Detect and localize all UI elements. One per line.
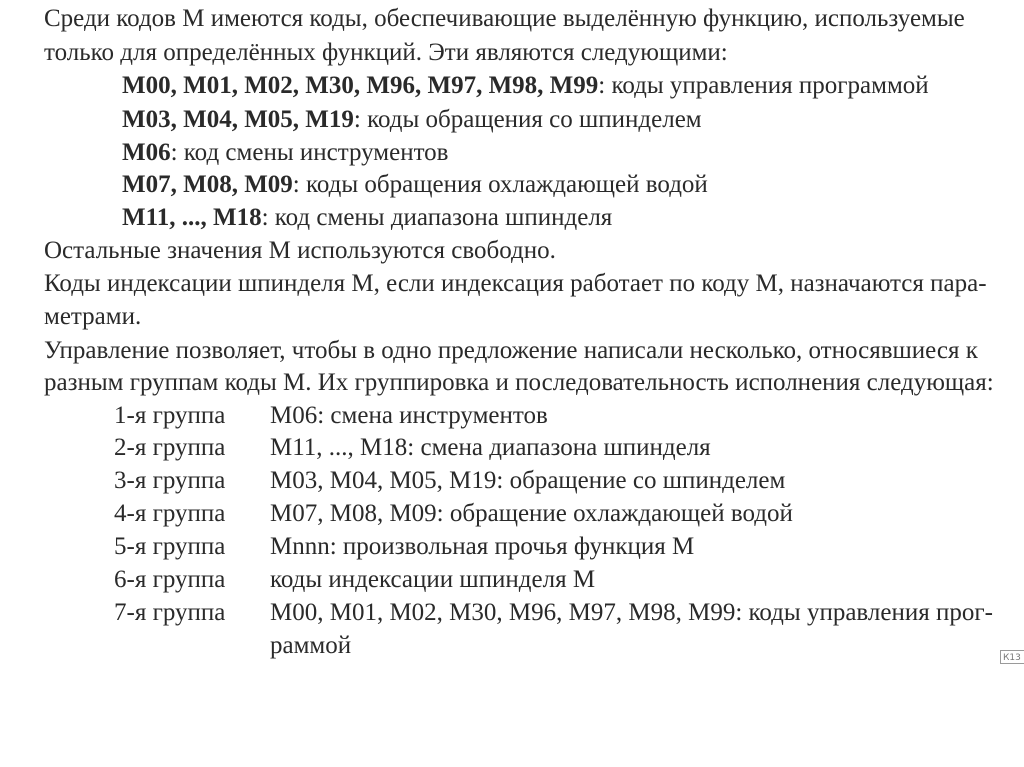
group-label: 3-я группа (114, 467, 226, 494)
special-codes-item-desc: : коды управления программой (598, 72, 929, 99)
special-codes-item-codes: М11, ..., М18 (122, 204, 262, 231)
indexing-paragraph-line-1: Коды индексации шпинделя М, если индексация работает по коду М, назначаются пара- (44, 270, 987, 297)
group-desc: Mnnn: произвольная прочья функция М (270, 533, 695, 560)
group-label: 2-я группа (114, 434, 226, 461)
group-desc: М00, М01, М02, М30, М96, М97, М98, М99: коды управления прог- (270, 599, 993, 626)
group-label: 1-я группа (114, 402, 226, 429)
special-codes-item-codes: М00, М01, М02, М30, М96, М97, М98, М99 (122, 72, 599, 99)
group-label: 6-я группа (114, 566, 226, 593)
intro-line-1: Среди кодов М имеются коды, обеспечивающие выделённую функцию, используемые (44, 5, 965, 32)
group-label: 5-я группа (114, 533, 226, 560)
group-desc: М07, М08, М09: обращение охлаждающей водой (270, 500, 793, 527)
group-label: 7-я группа (114, 599, 226, 626)
special-codes-item (122, 203, 612, 233)
special-codes-item (122, 138, 449, 168)
group-desc: М11, ..., М18: смена диапазона шпинделя (270, 434, 711, 461)
special-codes-item (122, 170, 708, 200)
special-codes-item-desc: : коды обращения со шпинделем (353, 106, 702, 133)
intro-line-2: только для определённых функций. Эти являются следующими: (44, 39, 728, 66)
special-codes-item-desc: : коды обращения охлаждающей водой (292, 171, 708, 198)
free-use-paragraph: Остальные значения М используются свободно. (44, 237, 556, 264)
special-codes-item-desc: : код смены диапазона шпинделя (261, 204, 613, 231)
group-desc: М06: смена инструментов (270, 402, 548, 429)
grouping-paragraph-line-1: Управление позволяет, чтобы в одно предложение написали несколько, относявшиеся к (44, 337, 978, 364)
special-codes-item (122, 71, 929, 101)
special-codes-item-codes: М03, М04, М05, М19 (122, 106, 354, 133)
special-codes-item (122, 105, 702, 135)
corner-label: К13 (1000, 650, 1024, 664)
group-desc: М03, М04, М05, М19: обращение со шпинделем (270, 467, 786, 494)
group-desc: коды индексации шпинделя М (270, 566, 596, 593)
group-label: 4-я группа (114, 500, 226, 527)
special-codes-item-codes: М06 (122, 139, 171, 166)
indexing-paragraph-line-2: метрами. (44, 303, 142, 330)
special-codes-item-codes: М07, М08, М09 (122, 171, 293, 198)
special-codes-item-desc: : код смены инструментов (170, 139, 449, 166)
grouping-paragraph-line-2: разным группам коды М. Их группировка и последовательность исполнения следующая: (44, 369, 994, 396)
group-desc-continuation: раммой (270, 632, 352, 659)
